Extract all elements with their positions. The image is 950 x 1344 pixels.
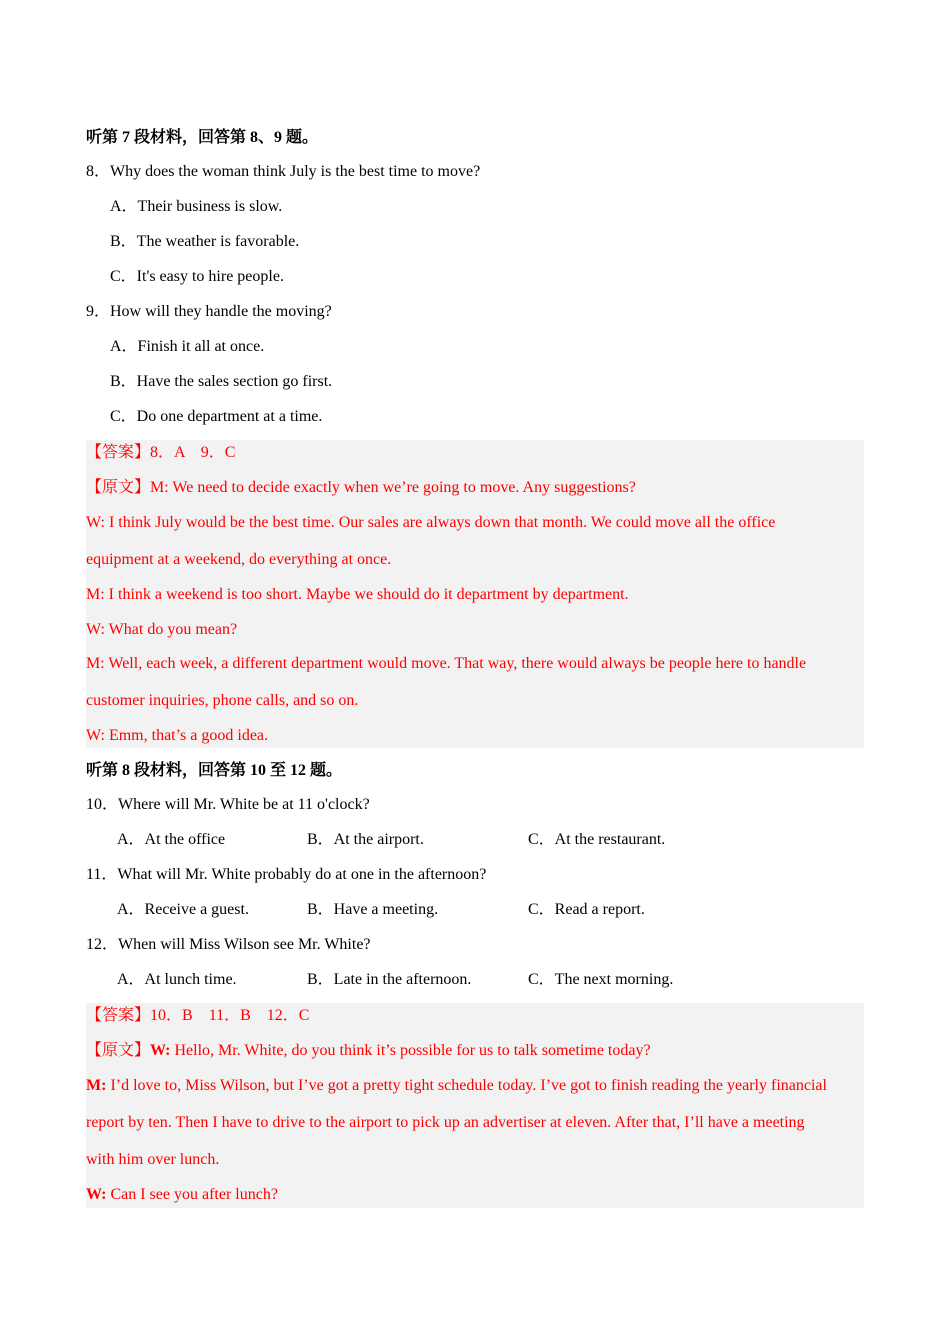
- question-9-option-b: B．Have the sales section go first.: [110, 373, 333, 390]
- question-9-option-a: A．Finish it all at once.: [110, 338, 265, 355]
- question-9-option-c: C．Do one department at a time.: [110, 408, 323, 425]
- question-9-stem: 9．How will they handle the moving?: [86, 303, 332, 320]
- answer-text: 10．B 11．B 12．C: [150, 1007, 310, 1024]
- question-11-option-b: B．Have a meeting.: [307, 901, 439, 918]
- question-12-stem: 12．When will Miss Wilson see Mr. White?: [86, 936, 371, 953]
- transcript-line-8: W: Emm, that’s a good idea.: [86, 727, 269, 744]
- transcript-line-6: M: Well, each week, a different department would move. That way, there would always be people here to handle: [86, 655, 807, 672]
- answer-block-8: [86, 1003, 864, 1208]
- transcript-text: Hello, Mr. White, do you think it’s possible for us to talk sometime today?: [170, 1042, 651, 1059]
- transcript-line-m2: report by ten. Then I have to drive to the airport to pick up an advertiser at eleven. After that, I’ll have a meeting: [86, 1114, 805, 1131]
- question-11-options: [0, 900, 950, 920]
- question-11-option-a: A．Receive a guest.: [117, 901, 249, 918]
- transcript-tag: 【原文】: [86, 479, 151, 496]
- section8-heading: 听第 8 段材料，回答第 10 至 12 题。: [86, 762, 343, 779]
- question-11-stem: 11．What will Mr. White probably do at one in the afternoon?: [86, 866, 487, 883]
- answer-line-8: [86, 1006, 309, 1026]
- transcript-line-1: [86, 478, 636, 498]
- transcript-line-m1: [86, 1076, 827, 1096]
- transcript-line-3: equipment at a weekend, do everything at once.: [86, 551, 392, 568]
- section7-heading: 听第 7 段材料，回答第 8、9 题。: [86, 129, 319, 146]
- transcript-text: Can I see you after lunch?: [106, 1186, 278, 1203]
- speaker-m: M:: [86, 1077, 107, 1094]
- transcript-tag: 【原文】: [86, 1042, 151, 1059]
- question-10-option-a: A．At the office: [117, 831, 226, 848]
- question-10-option-c: C．At the restaurant.: [528, 831, 666, 848]
- transcript-line-5: W: What do you mean?: [86, 621, 238, 638]
- transcript-line-7: customer inquiries, phone calls, and so on.: [86, 692, 359, 709]
- answer-line-7: [86, 443, 235, 463]
- question-10-option-b: B．At the airport.: [307, 831, 424, 848]
- transcript-line-2: W: I think July would be the best time. Our sales are always down that month. We could move all the office: [86, 514, 776, 531]
- question-10-options: [0, 830, 950, 850]
- question-8-option-b: B．The weather is favorable.: [110, 233, 300, 250]
- question-12-options: [0, 970, 950, 990]
- answer-tag: 【答案】: [86, 1007, 151, 1024]
- question-8-option-c: C．It's easy to hire people.: [110, 268, 284, 285]
- question-12-option-c: C．The next morning.: [528, 971, 674, 988]
- speaker-w: W:: [86, 1186, 107, 1203]
- answer-text: 8．A 9．C: [150, 444, 236, 461]
- transcript-line-4: M: I think a weekend is too short. Maybe we should do it department by department.: [86, 586, 629, 603]
- question-12-option-b: B．Late in the afternoon.: [307, 971, 472, 988]
- transcript-line-w2: [86, 1185, 278, 1205]
- question-11-option-c: C．Read a report.: [528, 901, 645, 918]
- transcript-text: I’d love to, Miss Wilson, but I’ve got a pretty tight schedule today. I’ve got to finish reading the yearly financial: [106, 1077, 827, 1094]
- question-8-stem: 8．Why does the woman think July is the best time to move?: [86, 163, 481, 180]
- question-8-option-a: A．Their business is slow.: [110, 198, 283, 215]
- speaker-w: W:: [150, 1042, 171, 1059]
- question-12-option-a: A．At lunch time.: [117, 971, 237, 988]
- transcript-text: M: We need to decide exactly when we’re going to move. Any suggestions?: [150, 479, 636, 496]
- answer-tag: 【答案】: [86, 444, 151, 461]
- transcript-line-w1: [86, 1041, 651, 1061]
- transcript-line-m3: with him over lunch.: [86, 1151, 220, 1168]
- question-10-stem: 10．Where will Mr. White be at 11 o'clock?: [86, 796, 370, 813]
